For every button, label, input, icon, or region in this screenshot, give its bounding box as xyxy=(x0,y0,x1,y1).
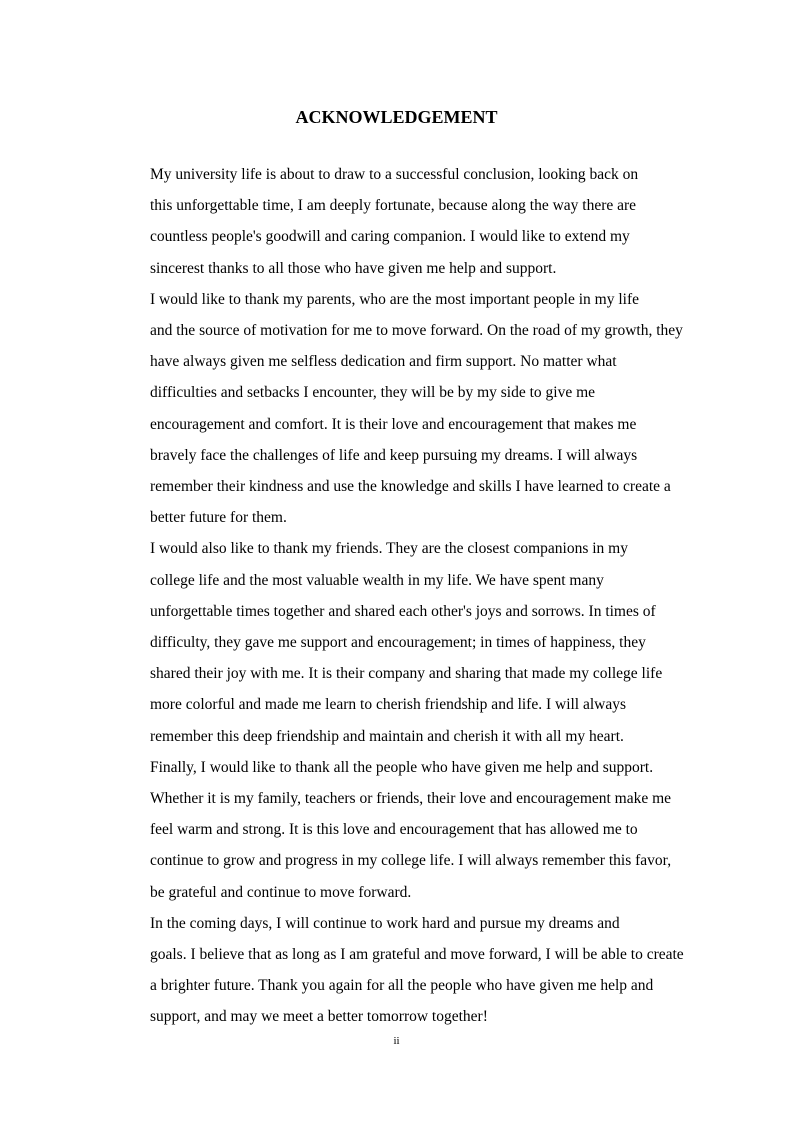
text-line: difficulty, they gave me support and encouragement; in times of happiness, they xyxy=(150,634,646,652)
page-number: ii xyxy=(393,1035,400,1047)
text-line: encouragement and comfort. It is their love and encouragement that makes me xyxy=(150,415,637,433)
paragraph-2 xyxy=(119,284,683,534)
text-line: shared their joy with me. It is their company and sharing that made my college life xyxy=(150,665,663,683)
paragraph-3 xyxy=(119,533,673,751)
text-line: more colorful and made me learn to cherish friendship and life. I will always xyxy=(150,696,627,714)
text-line: this unforgettable time, I am deeply fortunate, because along the way there are xyxy=(150,197,637,215)
acknowledgement-body xyxy=(119,159,684,1033)
text-line: college life and the most valuable wealth in my life. We have spent many xyxy=(150,571,604,589)
text-line: I would like to thank my parents, who are the most important people in my life xyxy=(150,290,640,308)
text-line: countless people's goodwill and caring companion. I would like to extend my xyxy=(150,228,630,246)
text-line: continue to grow and progress in my college life. I will always remember this favor, xyxy=(150,852,672,870)
text-line: remember their kindness and use the knowledge and skills I have learned to create a xyxy=(150,478,671,496)
text-line: support, and may we meet a better tomorrow together! xyxy=(150,1008,488,1026)
text-line: be grateful and continue to move forward. xyxy=(150,883,412,901)
text-line: remember this deep friendship and maintain and cherish it with all my heart. xyxy=(150,727,624,745)
text-line: better future for them. xyxy=(150,509,287,527)
text-line: bravely face the challenges of life and keep pursuing my dreams. I will always xyxy=(150,446,638,464)
text-line: difficulties and setbacks I encounter, they will be by my side to give me xyxy=(150,384,596,402)
text-line: Whether it is my family, teachers or friends, their love and encouragement make me xyxy=(150,790,672,808)
text-line: In the coming days, I will continue to work hard and pursue my dreams and xyxy=(150,914,620,932)
text-line: and the source of motivation for me to move forward. On the road of my growth, they xyxy=(150,322,683,340)
text-line: sincerest thanks to all those who have given me help and support. xyxy=(150,259,557,277)
page-title: ACKNOWLEDGEMENT xyxy=(295,107,498,127)
text-line: My university life is about to draw to a successful conclusion, looking back on xyxy=(150,166,639,183)
text-line: feel warm and strong. It is this love and encouragement that has allowed me to xyxy=(150,821,638,839)
text-line: I would also like to thank my friends. They are the closest companions in my xyxy=(150,540,628,558)
text-line: have always given me selfless dedication and firm support. No matter what xyxy=(150,353,617,371)
text-line: Finally, I would like to thank all the people who have given me help and support. xyxy=(150,758,654,776)
paragraph-4 xyxy=(119,752,673,908)
paragraph-1 xyxy=(119,159,673,284)
text-line: a brighter future. Thank you again for all the people who have given me help and xyxy=(150,977,654,995)
text-line: unforgettable times together and shared each other's joys and sorrows. In times of xyxy=(150,602,656,620)
paragraph-5 xyxy=(119,908,684,1033)
text-line: goals. I believe that as long as I am grateful and move forward, I will be able to create xyxy=(150,946,684,964)
